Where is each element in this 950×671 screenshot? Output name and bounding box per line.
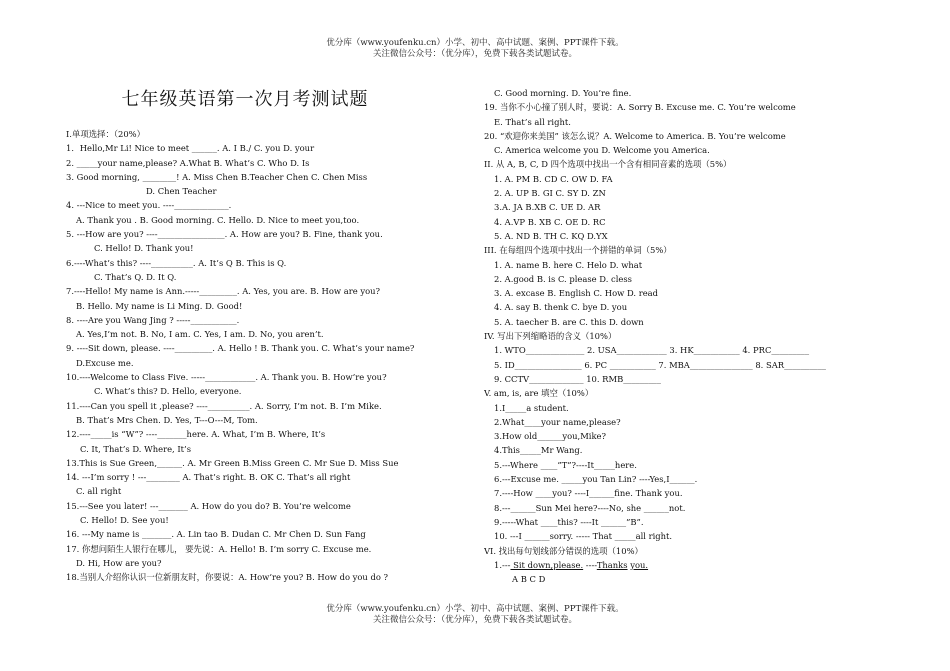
page-footer: [0, 604, 950, 626]
header-line-2: 关注微信公众号：（优分库），免费下载各类试题试卷。: [372, 49, 577, 59]
left-column: [66, 127, 466, 585]
question-line: 8.---______Sun Mei here?----No, she ______not.: [494, 502, 686, 513]
question-line: 2. A.good B. is C. please D. cless: [494, 273, 632, 284]
question-line: 1. A. name B. here C. Helo D. what: [494, 259, 643, 270]
header-line-1: 优分库（www.youfenku.cn）小学、初中、高中试题、案例、PPT课件下载。: [326, 38, 624, 48]
question-line: 5. A. taecher B. are C. this D. down: [494, 316, 644, 327]
question-line: 9. CCTV_____________ 10. RMB_________: [494, 373, 661, 384]
question-line: 3.How old______you,Mike?: [494, 431, 606, 442]
option-line: C. Hello! D. Thank you!: [94, 243, 194, 254]
question-line: 16. ---My name is _______. A. Lin tao B. Dudan C. Mr Chen D. Sun Fang: [66, 529, 366, 540]
question-line: 14. ---I’m sorry ! ---________ A. That’s right. B. OK C. That’s all right: [66, 472, 351, 483]
question-line: 9.-----What ____this? ----It ______”B”.: [494, 516, 644, 527]
option-line: C. Hello! D. See you!: [80, 515, 169, 526]
underlined-c: you.: [630, 559, 649, 570]
question-line: 4. A. say B. thenk C. bye D. you: [494, 302, 628, 313]
question-line: 4.This_____Mr Wang.: [494, 445, 583, 456]
option-line: B. That’s Mrs Chen. D. Yes, T---O---M, Tom.: [76, 414, 258, 425]
question-line: 1.I_____a student.: [494, 402, 569, 413]
option-line: C. all right: [76, 486, 122, 497]
question-line: 17. 你想问陌生人银行在哪儿， 要先说：A. Hello! B. I’m sorry C. Excuse me.: [66, 543, 372, 554]
question-line: 20. “欢迎你来美国” 该怎么说？A. Welcome to America. B. You’re welcome: [484, 130, 786, 141]
page-header: [0, 38, 950, 60]
question-line: 6.---Excuse me. _____you Tan Lin? ----Yes,I______.: [494, 474, 698, 485]
question-line: 8. ----Are you Wang Jing ? -----___________.: [66, 314, 240, 325]
question-line: 19. 当你不小心撞了别人时，要说：A. Sorry B. Excuse me. C. You’re welcome: [484, 102, 796, 113]
question-line: 2. _____your name,please? A.What B. What’s C. Who D. Is: [66, 157, 310, 168]
option-letters: A B C D: [512, 574, 546, 585]
option-line: D. Hi, How are you?: [76, 557, 162, 568]
question-line: 7.----Hello! My name is Ann.-----_________. A. Yes, you are. B. How are you?: [66, 286, 380, 297]
question-line: 1．Hello,Mr Li! Nice to meet ______. A. I B./ C. you D. your: [66, 143, 315, 154]
question-line: 1. WTO______________ 2. USA____________ 3. HK___________ 4. PRC_________: [494, 345, 810, 356]
section-heading: VI. 找出每句划线部分错误的选项（10%）: [484, 545, 643, 556]
question-line: 11.----Can you spell it ,please? ----__________. A. Sorry, I’m not. B. I’m Mike.: [66, 400, 382, 411]
question-line: 6.----What’s this? ----__________. A. It’s Q B. This is Q.: [66, 257, 287, 268]
option-line: C. Good morning. D. You’re fine.: [494, 88, 632, 98]
option-line: A. Yes,I’m not. B. No, I am. C. Yes, I am. D. No, you aren’t.: [76, 329, 324, 340]
page-title: 七年级英语第一次月考测试题: [121, 89, 369, 110]
question-line: 5. ---How are you? ----________________. A. How are you? B. Fine, thank you.: [66, 229, 383, 240]
section-heading: I.单项选择：（20%）: [66, 129, 146, 139]
question-line: 5. A. ND B. TH C. KQ D.YX: [494, 230, 608, 241]
question-line: 10.----Welcome to Class Five. -----____________. A. Thank you. B. How’re you?: [66, 372, 387, 383]
option-line: A. Thank you . B. Good morning. C. Hello. D. Nice to meet you,too.: [76, 214, 360, 225]
question-line: 3. Good morning, ________! A. Miss Chen B.Teacher Chen C. Chen Miss: [66, 171, 368, 182]
underlined-b: Thanks: [596, 559, 628, 570]
section-heading: II. 从 A, B, C, D 四个选项中找出一个含有相同音素的选项（5%）: [484, 159, 732, 170]
question-line: 13.This is Sue Green,______. A. Mr Green B.Miss Green C. Mr Sue D. Miss Sue: [66, 457, 399, 468]
right-column: [484, 86, 884, 586]
option-line: C. It, That’s D. Where, It’s: [80, 443, 192, 454]
section-heading: IV. 写出下列缩略语的含义（10%）: [484, 331, 617, 342]
question-line: 4. A.VP B. XB C. OE D. RC: [494, 216, 606, 227]
question-line: 3. A. excase B. English C. How D. read: [494, 288, 659, 299]
question-line: 7.----How ____you? ----I______fine. Thank you.: [494, 488, 683, 499]
question-line: 3.A. JA B.XB C. UE D. AR: [494, 202, 601, 213]
question-line: 5.---Where ____”T”?----It_____here.: [494, 459, 637, 470]
question-line: [484, 558, 884, 572]
option-line: D.Excuse me.: [76, 357, 134, 368]
question-dash: ----: [583, 559, 597, 570]
question-line: 1. A. PM B. CD C. OW D. FA: [494, 173, 613, 184]
option-line: D. Chen Teacher: [146, 186, 217, 197]
question-line: 12.----_____is “W”? ----_______here. A. What, I’m B. Where, It’s: [66, 429, 326, 440]
question-line: 9. ----Sit down, please. ----_________. A. Hello ! B. Thank you. C. What’s your name?: [66, 343, 415, 354]
option-line: E. That’s all right.: [494, 116, 571, 127]
underlined-a: Sit down,please.: [510, 559, 584, 570]
section-heading: V. am, is, are 填空（10%）: [484, 388, 594, 399]
question-line: 2.What____your name,please?: [494, 416, 621, 427]
question-line: 4. ---Nice to meet you. ----_____________.: [66, 200, 232, 211]
option-line: C. America welcome you D. Welcome you America.: [494, 145, 710, 156]
footer-line-2: 关注微信公众号：（优分库），免费下载各类试题试卷。: [372, 615, 577, 625]
section-heading: III. 在每组四个选项中找出一个拼错的单词（5%）: [484, 245, 672, 256]
question-number: 1.---: [494, 559, 511, 570]
option-line: B. Hello. My name is Li Ming. D. Good!: [76, 300, 243, 311]
option-line: C. What’s this? D. Hello, everyone.: [94, 386, 242, 397]
footer-line-1: 优分库（www.youfenku.cn）小学、初中、高中试题、案例、PPT课件下载。: [326, 604, 624, 614]
option-line: C. That’s Q. D. It Q.: [94, 271, 177, 282]
question-line: 5. ID________________ 6. PC ___________ 7. MBA_______________ 8. SAR__________: [494, 359, 826, 370]
question-line: 15.---See you later! ---_______ A. How do you do? B. You’re welcome: [66, 500, 351, 511]
question-line: 10. ---I ______sorry. ----- That _____all right.: [494, 531, 673, 542]
question-line: 18.当别人介绍你认识一位新朋友时，你要说：A. How’re you? B. How do you do ?: [66, 572, 389, 583]
question-line: 2. A. UP B. GI C. SY D. ZN: [494, 188, 606, 199]
